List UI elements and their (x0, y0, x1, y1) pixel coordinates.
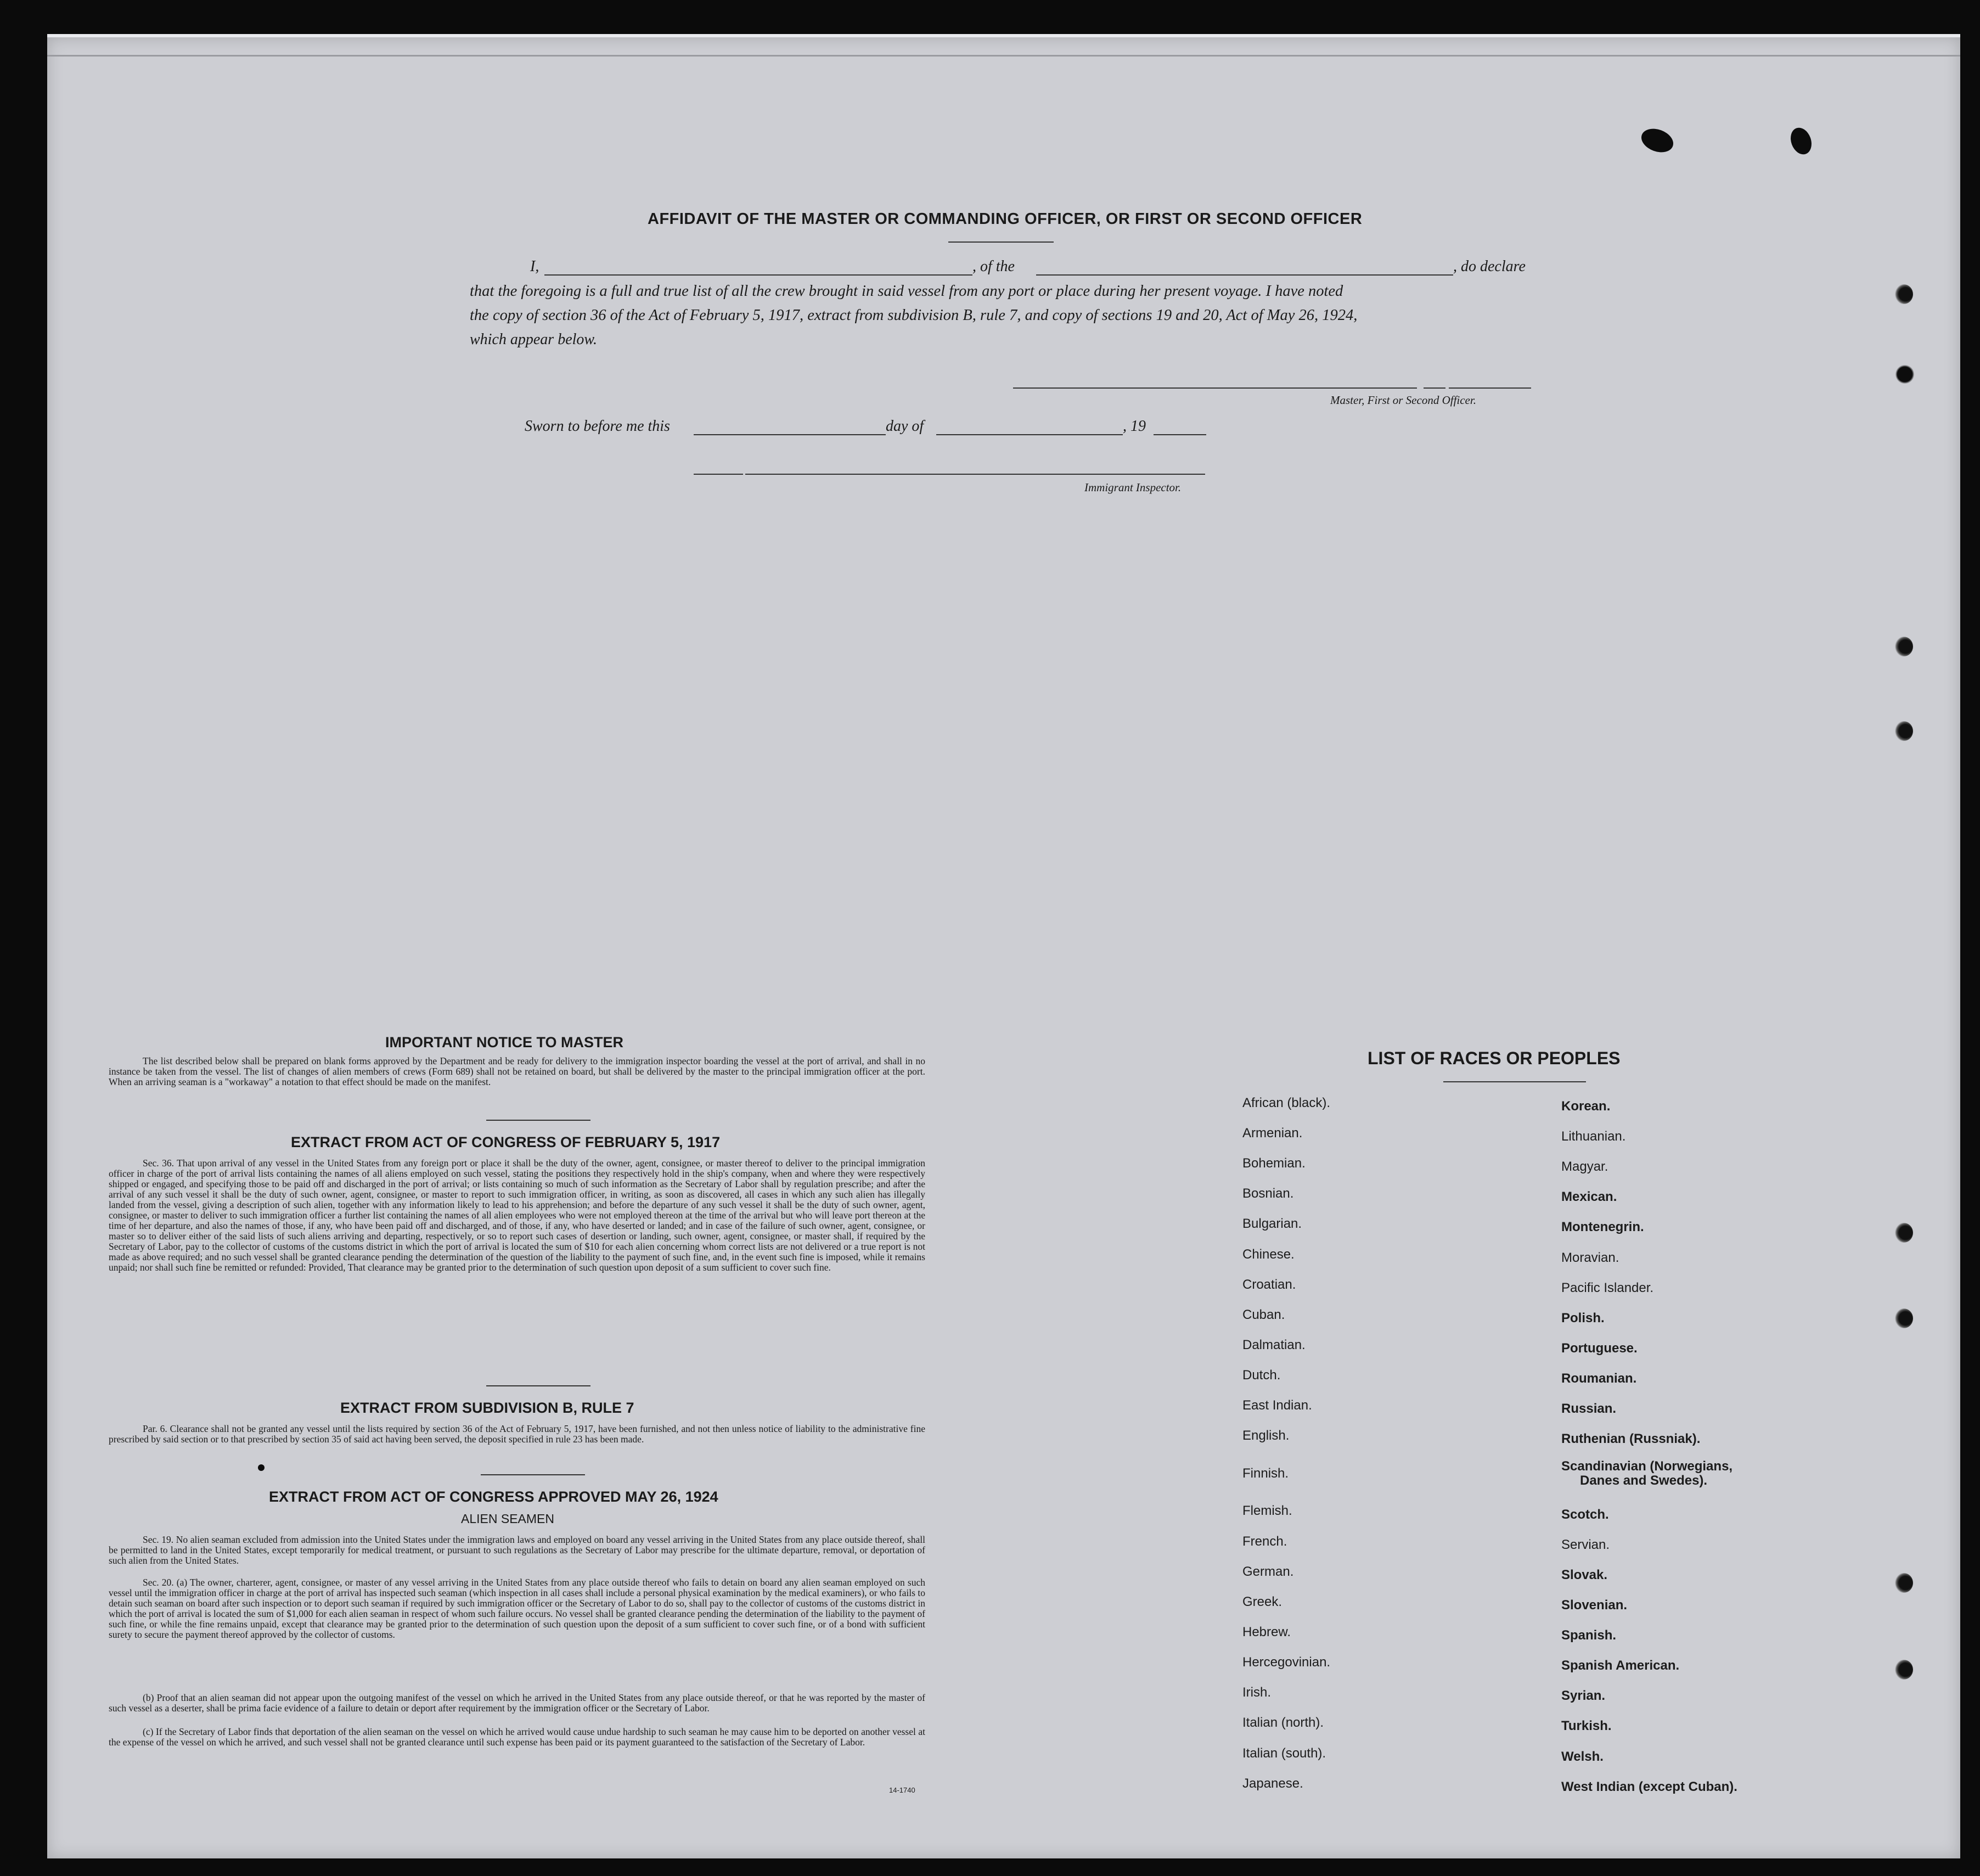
race-left-item: Greek. (1242, 1594, 1282, 1609)
divider-1 (486, 1120, 590, 1121)
race-left-item: Japanese. (1242, 1776, 1303, 1791)
race-left-item: Croatian. (1242, 1277, 1296, 1292)
race-right-item: Mexican. (1561, 1189, 1617, 1204)
affidavit-line-2: that the foregoing is a full and true list of all the crew brought in said vessel from any port or place during her present voyage. I have noted (470, 283, 1343, 300)
signature-blank-end (1449, 387, 1531, 389)
race-left-item: Dutch. (1242, 1368, 1281, 1383)
punch-hole (1894, 637, 1913, 656)
punch-hole (1895, 364, 1914, 384)
race-right-item: Spanish American. (1561, 1658, 1680, 1673)
notice-text: The list described below shall be prepared on blank forms approved by the Department and be ready for delivery to the immigration inspector boarding the vessel at the port of arrival, and shall in no instance be taken from the vessel. The list of changes of alien members of crews (Form 689) shall not be retained on board, but shall be delivered by the master to the principal immigration officer at the port. When an arriving seaman is a "workaway" a notation to that effect should be made on the manifest. (109, 1055, 925, 1087)
race-right-item: Slovak. (1561, 1568, 1608, 1582)
sec-19-text: Sec. 19. No alien seaman excluded from admission into the United States under the immigration laws and employed on board any vessel arriving in the United States from any place outside thereof, shall be permitted to land in the United States, except temporarily for medical treatment, or pursuant to such regulations as the Secretary of Labor may prescribe for the ultimate departure, removal, or deportation of such alien from the United States. (109, 1534, 925, 1566)
race-left-item: German. (1242, 1564, 1294, 1579)
sec-20c-text: (c) If the Secretary of Labor finds that deportation of the alien seaman on the vessel on which he arrived would cause undue hardship to such seaman he may cause him to be deported on another vessel at the expense of the vessel on which he arrived, and such vessel shall not be granted clearance until such expense has been paid or its payment guaranteed to the satisfaction of the Secretary of Labor. (109, 1726, 925, 1748)
divider-3 (481, 1474, 585, 1475)
name-blank[interactable] (544, 274, 972, 276)
divider-2 (486, 1385, 590, 1386)
race-right-item: Spanish. (1561, 1628, 1617, 1643)
do-declare-label: , do declare (1453, 258, 1526, 275)
sec-20a-text: Sec. 20. (a) The owner, charterer, agent, consignee, or master of any vessel arriving in the United States from any place outside thereof who fails to detain on board any alien seaman employed on such vessel until the immigration officer in charge at the port of arrival has inspected such seaman (which inspection in all cases shall include a personal physical examination by the medical examiners), or who fails to detain such seaman on board after such inspection or to deport such seaman if required by such immigration officer or the Secretary of Labor to do so, shall pay to the collector of customs of the customs district in which the port of arrival is located the sum of $1,000 for each alien seaman in respect of whom such failure occurs. No vessel shall be granted clearance pending the determination of the liability to the payment of such fine, or while the fine remains unpaid, except that clearance may be granted prior to the determination of such question upon the deposit of a sum sufficient to cover such fine, or of a bond with sufficient surety to secure the payment thereof approved by the collector of customs. (109, 1577, 925, 1640)
race-left-item: Chinese. (1242, 1247, 1295, 1262)
extract-rule7-text: Par. 6. Clearance shall not be granted any vessel until the lists required by section 36 of the Act of February 5, 1917, have been furnished, and not then unless notice of liability to the administrative fine prescribed by said section or to that prescribed by section 35 of said act having been served, the deposit specified in rule 23 has been made. (109, 1423, 925, 1445)
race-right-item: Moravian. (1561, 1250, 1619, 1265)
race-left-item: Italian (north). (1242, 1715, 1324, 1730)
race-right-item: Scandinavian (Norwegians, (1561, 1459, 1733, 1474)
punch-hole (1894, 284, 1913, 304)
race-left-item: English. (1242, 1428, 1290, 1443)
race-right-item: Lithuanian. (1561, 1129, 1626, 1144)
ink-dot (258, 1464, 265, 1471)
race-right-item: Russian. (1561, 1401, 1617, 1416)
title-underline (948, 241, 1054, 243)
race-right-item: Ruthenian (Russniak). (1561, 1431, 1701, 1446)
signature-blank-short (1424, 387, 1445, 389)
sworn-month-blank[interactable] (936, 434, 1123, 435)
affidavit-line-3: the copy of section 36 of the Act of February 5, 1917, extract from subdivision B, rule 7, and copy of sections 19 and 20, Act of May 26, 1924, (470, 307, 1358, 324)
race-left-item: Armenian. (1242, 1126, 1303, 1141)
race-left-item: Hercegovinian. (1242, 1655, 1331, 1670)
race-left-item: Hebrew. (1242, 1625, 1291, 1639)
race-right-item: Portuguese. (1561, 1341, 1638, 1356)
master-signature-blank[interactable] (1013, 387, 1417, 389)
extract-1924-title: EXTRACT FROM ACT OF CONGRESS APPROVED MAY 26, 1924 (269, 1489, 718, 1505)
race-left-item: French. (1242, 1534, 1287, 1549)
race-right-item: Pacific Islander. (1561, 1280, 1654, 1295)
race-left-item: Cuban. (1242, 1307, 1285, 1322)
inspector-label: Immigrant Inspector. (1084, 481, 1182, 494)
form-number: 14-1740 (889, 1786, 915, 1794)
race-left-item: East Indian. (1242, 1398, 1312, 1413)
punch-hole (1894, 1573, 1913, 1593)
race-left-item: Finnish. (1242, 1466, 1289, 1481)
extract-1917-text: Sec. 36. That upon arrival of any vessel in the United States from any foreign port or place it shall be the duty of the owner, agent, consignee, or master thereof to deliver to the principal immigration officer in charge of the port of arrival lists containing the names of all aliens employed on such vessel, stating the positions they respectively hold in the ship's company, when and where they were respectively shipped or engaged, and specifying those to be paid off and discharged in the port of arrival; or lists containing so much of such information as the Secretary of Labor shall by regulation prescribe; and after the arrival of any such vessel it shall be the duty of such owner, agent, consignee, or master to report to such immigration officer, in writing, as soon as discovered, all cases in which any such alien has illegally landed from the vessel, giving a description of such alien, together with any information likely to lead to his apprehension; and before the departure of any such vessel it shall be the duty of such owner, agent, consignee, or master to deliver to such immigration officer a further list containing the names of all alien employees who were not employed thereon at the time of the arrival but who will leave port thereon at the time of her departure, and also the names of those, if any, who have been paid off and discharged, and of those, if any, who have deserted or landed; and in case of the failure of such owner, agent, consignee, or master so to deliver either of the said lists of such aliens arriving and departing, respectively, or so to report such cases of desertion or landing, such owner, agent, consignee, or master shall, if required by the Secretary of Labor, pay to the collector of customs of the customs district in which the port of arrival is located the sum of $10 for each alien concerning whom correct lists are not delivered or a true report is not made as above required; and no such vessel shall be granted clearance pending the determination of the question of the liability to the payment of such fine, and, in the event such fine is imposed, while it remains unpaid; nor shall such fine be remitted or refunded: Provided, That clearance may be granted prior to the determination of such question upon deposit of a sum sufficient to cover such fine. (109, 1158, 925, 1273)
race-right-item: Welsh. (1561, 1749, 1604, 1764)
race-right-item: Montenegrin. (1561, 1220, 1644, 1234)
affidavit-line-4: which appear below. (470, 331, 598, 348)
race-right-item: Polish. (1561, 1311, 1605, 1325)
sec-20b-text: (b) Proof that an alien seaman did not appear upon the outgoing manifest of the vessel on which he arrived in the United States from any place outside thereof, or that he was reported by the master of such vessel as a deserter, shall be prima facie evidence of a failure to detain or deport after requirement by the immigration officer or the Secretary of Labor. (109, 1692, 925, 1714)
alien-seamen-subtitle: ALIEN SEAMEN (461, 1512, 554, 1526)
sworn-day-blank[interactable] (694, 434, 886, 435)
affidavit-title: AFFIDAVIT OF THE MASTER OR COMMANDING OFFICER, OR FIRST OR SECOND OFFICER (648, 210, 1363, 228)
race-right-item: Roumanian. (1561, 1371, 1637, 1386)
punch-hole (1894, 1660, 1913, 1680)
race-right-item: Syrian. (1561, 1688, 1606, 1703)
race-left-item: Italian (south). (1242, 1746, 1326, 1761)
race-right-item: Slovenian. (1561, 1598, 1628, 1613)
race-right-item: Servian. (1561, 1537, 1610, 1552)
master-label: Master, First or Second Officer. (1330, 394, 1476, 407)
race-right-item-wrap: Danes and Swedes). (1580, 1473, 1708, 1488)
of-the-label: , of the (972, 258, 1015, 275)
top-edge-line (47, 55, 1960, 57)
race-left-item: Bulgarian. (1242, 1216, 1302, 1231)
race-right-item: Magyar. (1561, 1159, 1608, 1174)
race-right-item: Scotch. (1561, 1507, 1609, 1522)
race-left-item: Irish. (1242, 1685, 1272, 1700)
race-left-item: African (black). (1242, 1096, 1331, 1110)
extract-rule7-title: EXTRACT FROM SUBDIVISION B, RULE 7 (340, 1400, 634, 1416)
race-right-item: West Indian (except Cuban). (1561, 1779, 1737, 1794)
punch-hole (1894, 721, 1913, 741)
race-right-item: Korean. (1561, 1099, 1611, 1114)
extract-1917-title: EXTRACT FROM ACT OF CONGRESS OF FEBRUARY 5, 1917 (291, 1134, 721, 1150)
races-title: LIST OF RACES OR PEOPLES (1368, 1048, 1621, 1068)
sworn-year-blank[interactable] (1154, 434, 1206, 435)
punch-hole (1894, 1308, 1913, 1328)
race-right-item: Turkish. (1561, 1718, 1612, 1733)
race-left-item: Dalmatian. (1242, 1338, 1306, 1352)
race-left-item: Bosnian. (1242, 1186, 1294, 1201)
race-left-item: Flemish. (1242, 1503, 1292, 1518)
races-title-underline (1443, 1081, 1586, 1082)
notice-title: IMPORTANT NOTICE TO MASTER (385, 1034, 623, 1051)
vessel-blank[interactable] (1036, 274, 1453, 276)
inspector-blank-short (694, 474, 743, 475)
inspector-signature-blank[interactable] (745, 474, 1205, 475)
race-left-item: Bohemian. (1242, 1156, 1306, 1171)
day-of-label: day of (886, 418, 924, 435)
punch-hole (1894, 1223, 1913, 1243)
sworn-label: Sworn to before me this (525, 418, 670, 435)
year-label: , 19 (1123, 418, 1146, 435)
affidavit-i-label: I, (530, 258, 539, 275)
